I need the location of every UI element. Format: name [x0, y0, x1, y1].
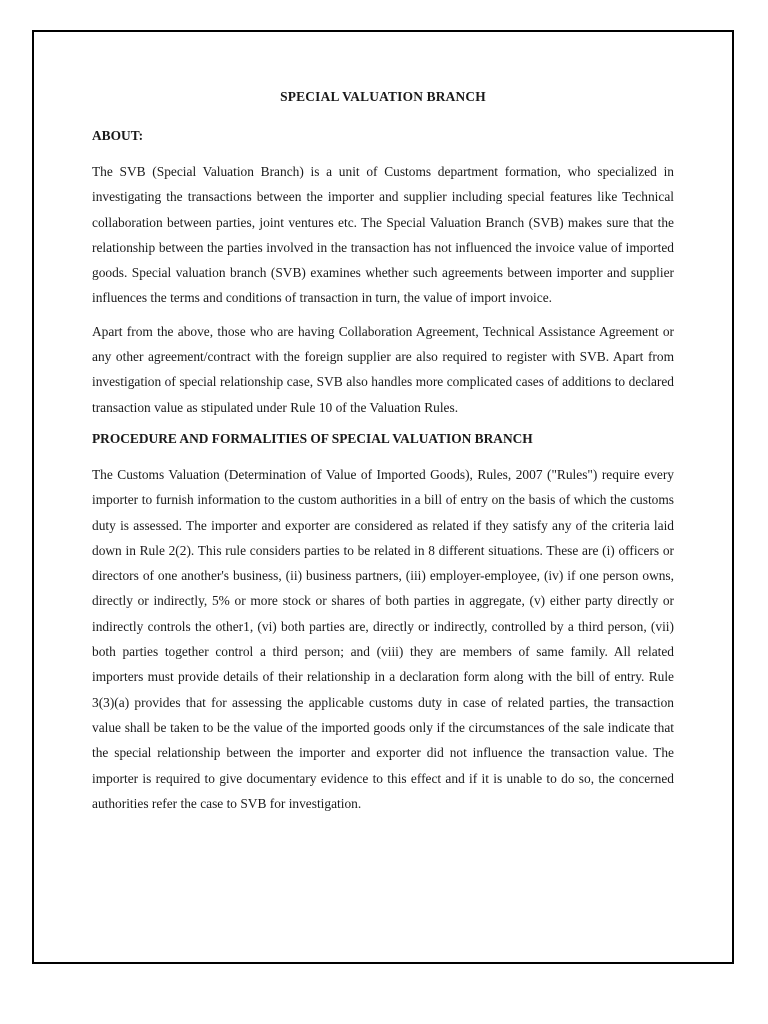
about-paragraph-1: The SVB (Special Valuation Branch) is a unit of Customs department formation, who specialized in investigating the transactions between the importer and supplier including special features like Technical collaboration between parties, joint ventures etc. The Special Valuation Branch (SVB) makes sure that the relationship between the parties involved in the transaction has not influenced the invoice value of imported goods. Special valuation branch (SVB) examines whether such agreements between importer and supplier influences the terms and conditions of transaction in turn, the value of import invoice.: [92, 164, 674, 306]
procedure-heading: PROCEDURE AND FORMALITIES OF SPECIAL VALUATION BRANCH: [92, 430, 533, 446]
document-body: [92, 88, 674, 824]
about-heading: ABOUT:: [92, 128, 144, 143]
about-paragraph-2: Apart from the above, those who are having Collaboration Agreement, Technical Assistance Agreement or any other agreement/contract with the foreign supplier are also required to register with SVB. Apart from investigation of special relationship case, SVB also handles more complicated cases of additions to declared transaction value as stipulated under Rule 10 of the Valuation Rules.: [92, 323, 674, 415]
procedure-paragraph-1: The Customs Valuation (Determination of Value of Imported Goods), Rules, 2007 ("Rules") require every importer to furnish information to the custom authorities in a bill of entry on the basis of which the customs duty is assessed. The importer and exporter are considered as related if they satisfy any of the criteria laid down in Rule 2(2). This rule considers parties to be related in 8 different situations. These are (i) officers or directors of one another's business, (ii) business partners, (iii) employer-employee, (iv) if one person owns, directly or indirectly, 5% or more stock or shares of both parties in aggregate, (v) either party directly or indirectly controls the other1, (vi) both parties are, directly or indirectly, controlled by a third person, (vii) both parties together control a third person; and (viii) they are members of same family. All related importers must provide details of their relationship in a declaration form along with the bill of entry. Rule 3(3)(a) provides that for assessing the applicable customs duty in case of related parties, the transaction value shall be taken to be the value of the imported goods only if the circumstances of the sale indicate that the special relationship between the importer and exporter did not influence the transaction value. The importer is required to give documentary evidence to this effect and if it is unable to do so, the concerned authorities refer the case to SVB for investigation.: [92, 466, 674, 811]
document-title: SPECIAL VALUATION BRANCH: [280, 89, 486, 104]
